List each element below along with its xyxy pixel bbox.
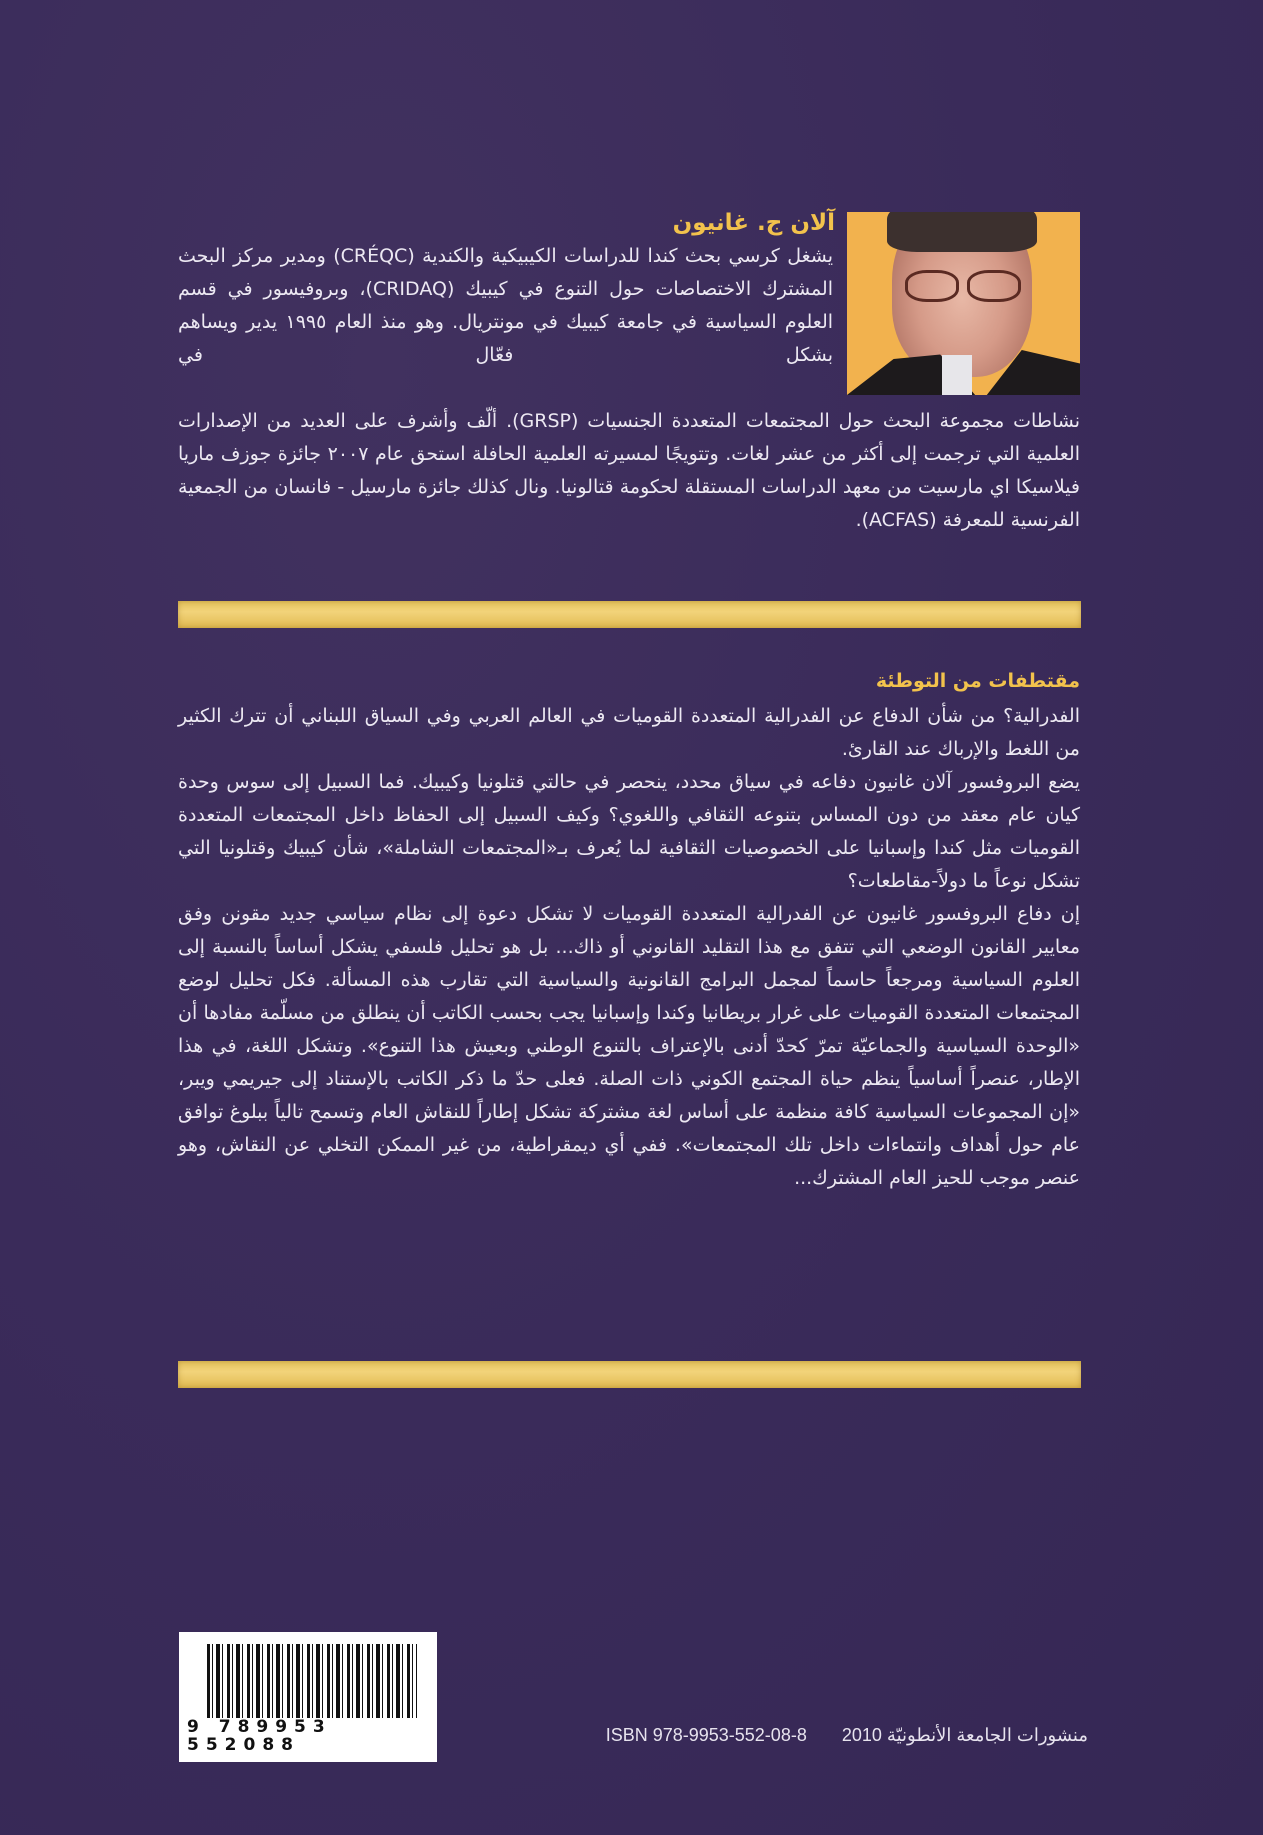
author-name: آلان ج. غانيون: [672, 210, 835, 236]
publisher-line: [606, 1725, 1088, 1746]
excerpt-paragraph: يضع البروفسور آلان غانيون دفاعه في سياق محدد، ينحصر في حالتي قتلونيا وكيبيك. فما السبيل إلى سوس وحدة كيان عام معقد من دون المساس بتنوعه الثقافي واللغوي؟ وكيف السبيل إلى الحفاظ داخل المجتمعات المتعددة القوميات مثل كندا وإسبانيا على الخصوصيات الثقافية لما يُعرف بـ«المجتمعات الشاملة»، شأن كيبيك وقتلونيا التي تشكل نوعاً ما دولاً-مقاطعات؟: [178, 771, 1080, 892]
glasses-left-lens: [905, 270, 959, 302]
gold-divider-top: [178, 601, 1081, 628]
publisher-name: منشورات الجامعة الأنطونيّة: [886, 1725, 1088, 1745]
author-bio-bottom: نشاطات مجموعة البحث حول المجتمعات المتعددة الجنسيات (GRSP). ألّف وأشرف على العديد من الإصدارات العلمية التي ترجمت إلى أكثر من عشر لغات. وتتويجًا لمسيرته العلمية الحافلة استحق عام ٢٠٠٧ جائزة جوزف ماريا فيلاسيكا اي مارسيت من معهد الدراسات المستقلة لحكومة قتالونيا. ونال كذلك جائزة مارسيل - فانسان من الجمعية الفرنسية للمعرفة (ACFAS).: [178, 410, 1080, 531]
barcode-digits: 9 789953 552088: [187, 1718, 432, 1754]
excerpt-body: [178, 700, 1080, 1195]
excerpt-title: مقتطفات من التوطئة: [875, 670, 1080, 692]
isbn-barcode: [179, 1632, 437, 1762]
excerpt-paragraph: إن دفاع البروفسور غانيون عن الفدرالية المتعددة القوميات لا تشكل دعوة إلى نظام سياسي جديد مقونن وفق معايير القانون الوضعي التي تتفق مع هذا التقليد القانوني أو ذاك... بل هو تحليل فلسفي يشكل أساساً بالنسبة إلى العلوم السياسية ومرجعاً حاسماً لمجمل البرامج القانونية والسياسية التي تقارب هذه المسألة. فكل تحليل لوضع المجتمعات المتعددة القوميات على غرار بريطانيا وكندا وإسبانيا يجب بحسب الكاتب أن ينطلق من مسلّمة مفادها أن «الوحدة السياسية والجماعيّة تمرّ كحدّ أدنى بالإعتراف بالتنوع الوطني وبعيش هذا التنوع». وتشكل اللغة، في هذا الإطار، عنصراً أساسياً ينظم حياة المجتمع الكوني ذات الصلة. فعلى حدّ ما ذكر الكاتب بالإستناد إلى جيريمي ويبر، «إن المجموعات السياسية كافة منظمة على أساس لغة مشتركة تشكل إطاراً للنقاش العام وتسمح تالياً ببلوغ توافق عام حول أهداف وانتماءات داخل تلك المجتمعات». ففي أي ديمقراطية، من غير الممكن التخلي عن النقاش، وهو عنصر موجب للحيز العام المشترك...: [178, 903, 1080, 1189]
excerpt-paragraph: الفدرالية؟ من شأن الدفاع عن الفدرالية المتعددة القوميات في العالم العربي وفي السياق اللبناني أن تترك الكثير من اللغط والإرباك عند القارئ.: [178, 705, 1080, 760]
gold-divider-bottom: [178, 1361, 1081, 1388]
author-hair: [887, 212, 1037, 252]
author-photo: [847, 212, 1080, 395]
author-bio-top: يشغل كرسي بحث كندا للدراسات الكيبيكية والكندية (CRÉQC) ومدير مركز البحث المشترك الاختصاصات حول التنوع في كيبيك (CRIDAQ)، وبروفيسور في قسم العلوم السياسية في جامعة كيبيك في مونتريال. وهو منذ العام ١٩٩٥ يدير ويساهم بشكل فعّال في: [178, 245, 834, 366]
author-shirt: [942, 355, 972, 395]
isbn-number: ISBN 978-9953-552-08-8: [605, 1725, 807, 1745]
glasses-right-lens: [967, 270, 1021, 302]
publication-year: 2010: [841, 1725, 882, 1745]
